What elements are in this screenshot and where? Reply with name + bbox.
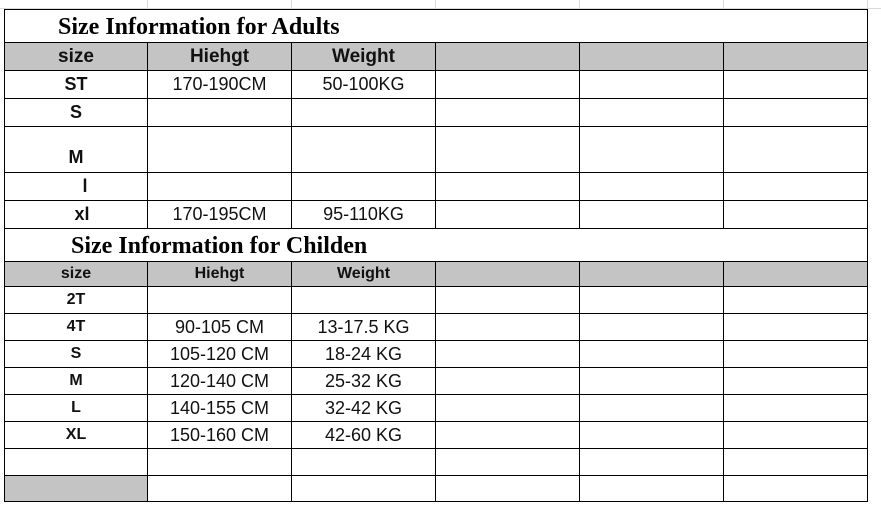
size-cell: xl [5, 201, 148, 228]
size-cell: S [5, 341, 148, 367]
empty-cell [724, 99, 867, 126]
empty-cell [436, 173, 580, 200]
empty-cell [436, 127, 580, 172]
empty-cell [580, 99, 724, 126]
empty-cell [580, 422, 724, 448]
size-cell: L [5, 395, 148, 421]
size-cell: ST [5, 71, 148, 98]
table-row [4, 127, 868, 173]
height-cell: 105-120 CM [148, 341, 292, 367]
size-cell: XL [5, 422, 148, 448]
height-cell: 150-160 CM [148, 422, 292, 448]
table-row [4, 341, 868, 368]
children-header-height: Hiehgt [148, 262, 292, 286]
empty-cell [580, 476, 724, 501]
empty-cell [580, 449, 724, 475]
gridline [435, 0, 436, 9]
weight-cell [292, 173, 436, 200]
empty-cell [580, 262, 724, 286]
table-row [4, 71, 868, 99]
height-cell [148, 287, 292, 313]
empty-cell [148, 476, 292, 501]
empty-cell [580, 395, 724, 421]
size-cell: 2T [5, 287, 148, 313]
height-cell: 170-195CM [148, 201, 292, 228]
empty-cell [724, 422, 867, 448]
weight-cell: 42-60 KG [292, 422, 436, 448]
size-cell: 4T [5, 314, 148, 340]
empty-cell [148, 449, 292, 475]
empty-cell [436, 43, 580, 70]
height-cell: 90-105 CM [148, 314, 292, 340]
empty-cell [436, 262, 580, 286]
empty-cell [436, 368, 580, 394]
size-cell: l [5, 173, 148, 200]
empty-cell [436, 476, 580, 501]
children-title: Size Information for Childen [71, 233, 368, 259]
adults-header-weight: Weight [292, 43, 436, 70]
empty-cell [724, 368, 867, 394]
height-cell: 170-190CM [148, 71, 292, 98]
empty-cell [436, 395, 580, 421]
empty-cell [580, 341, 724, 367]
empty-cell [580, 43, 724, 70]
children-header-row [4, 262, 868, 287]
size-cell: S [5, 99, 148, 126]
weight-cell: 32-42 KG [292, 395, 436, 421]
empty-cell [580, 71, 724, 98]
empty-cell [580, 173, 724, 200]
height-cell [148, 99, 292, 126]
empty-cell [724, 449, 867, 475]
empty-cell [724, 71, 867, 98]
size-cell: M [5, 127, 148, 172]
empty-cell [5, 449, 148, 475]
adults-header-size: size [5, 43, 148, 70]
empty-cell [580, 287, 724, 313]
empty-cell [724, 287, 867, 313]
empty-cell [436, 341, 580, 367]
empty-cell [724, 341, 867, 367]
empty-cell [724, 201, 867, 228]
table-row [4, 476, 868, 502]
empty-cell [436, 422, 580, 448]
empty-cell [580, 368, 724, 394]
height-cell: 120-140 CM [148, 368, 292, 394]
empty-cell [436, 99, 580, 126]
weight-cell [292, 99, 436, 126]
empty-cell [580, 314, 724, 340]
empty-cell [724, 314, 867, 340]
empty-cell [724, 173, 867, 200]
table-row [4, 173, 868, 201]
empty-cell [724, 262, 867, 286]
weight-cell: 18-24 KG [292, 341, 436, 367]
weight-cell [292, 127, 436, 172]
empty-cell [724, 476, 867, 501]
gridline [579, 0, 580, 9]
gridline [867, 0, 868, 9]
children-header-size: size [5, 262, 148, 286]
gridline [723, 0, 724, 9]
gridline [147, 0, 148, 9]
children-title-row [4, 229, 868, 262]
size-cell: M [5, 368, 148, 394]
table-row [4, 422, 868, 449]
table-row [4, 314, 868, 341]
adults-header-height: Hiehgt [148, 43, 292, 70]
height-cell [148, 127, 292, 172]
empty-cell [436, 201, 580, 228]
weight-cell [292, 287, 436, 313]
empty-cell [436, 449, 580, 475]
empty-cell [292, 449, 436, 475]
empty-cell [580, 127, 724, 172]
empty-cell [724, 395, 867, 421]
empty-cell [436, 314, 580, 340]
empty-cell [724, 127, 867, 172]
gray-filled-cell [5, 476, 148, 501]
weight-cell: 95-110KG [292, 201, 436, 228]
adults-title: Size Information for Adults [58, 14, 340, 40]
height-cell [148, 173, 292, 200]
adults-title-row [4, 9, 868, 43]
empty-cell [724, 43, 867, 70]
empty-cell [436, 71, 580, 98]
height-cell: 140-155 CM [148, 395, 292, 421]
weight-cell: 25-32 KG [292, 368, 436, 394]
weight-cell: 13-17.5 KG [292, 314, 436, 340]
table-row [4, 395, 868, 422]
table-row [4, 368, 868, 395]
children-header-weight: Weight [292, 262, 436, 286]
table-row [4, 99, 868, 127]
empty-cell [580, 201, 724, 228]
empty-cell [436, 287, 580, 313]
gridline [291, 0, 292, 9]
table-row [4, 201, 868, 229]
adults-header-row [4, 43, 868, 71]
empty-cell [292, 476, 436, 501]
table-row [4, 287, 868, 314]
weight-cell: 50-100KG [292, 71, 436, 98]
table-row [4, 449, 868, 476]
